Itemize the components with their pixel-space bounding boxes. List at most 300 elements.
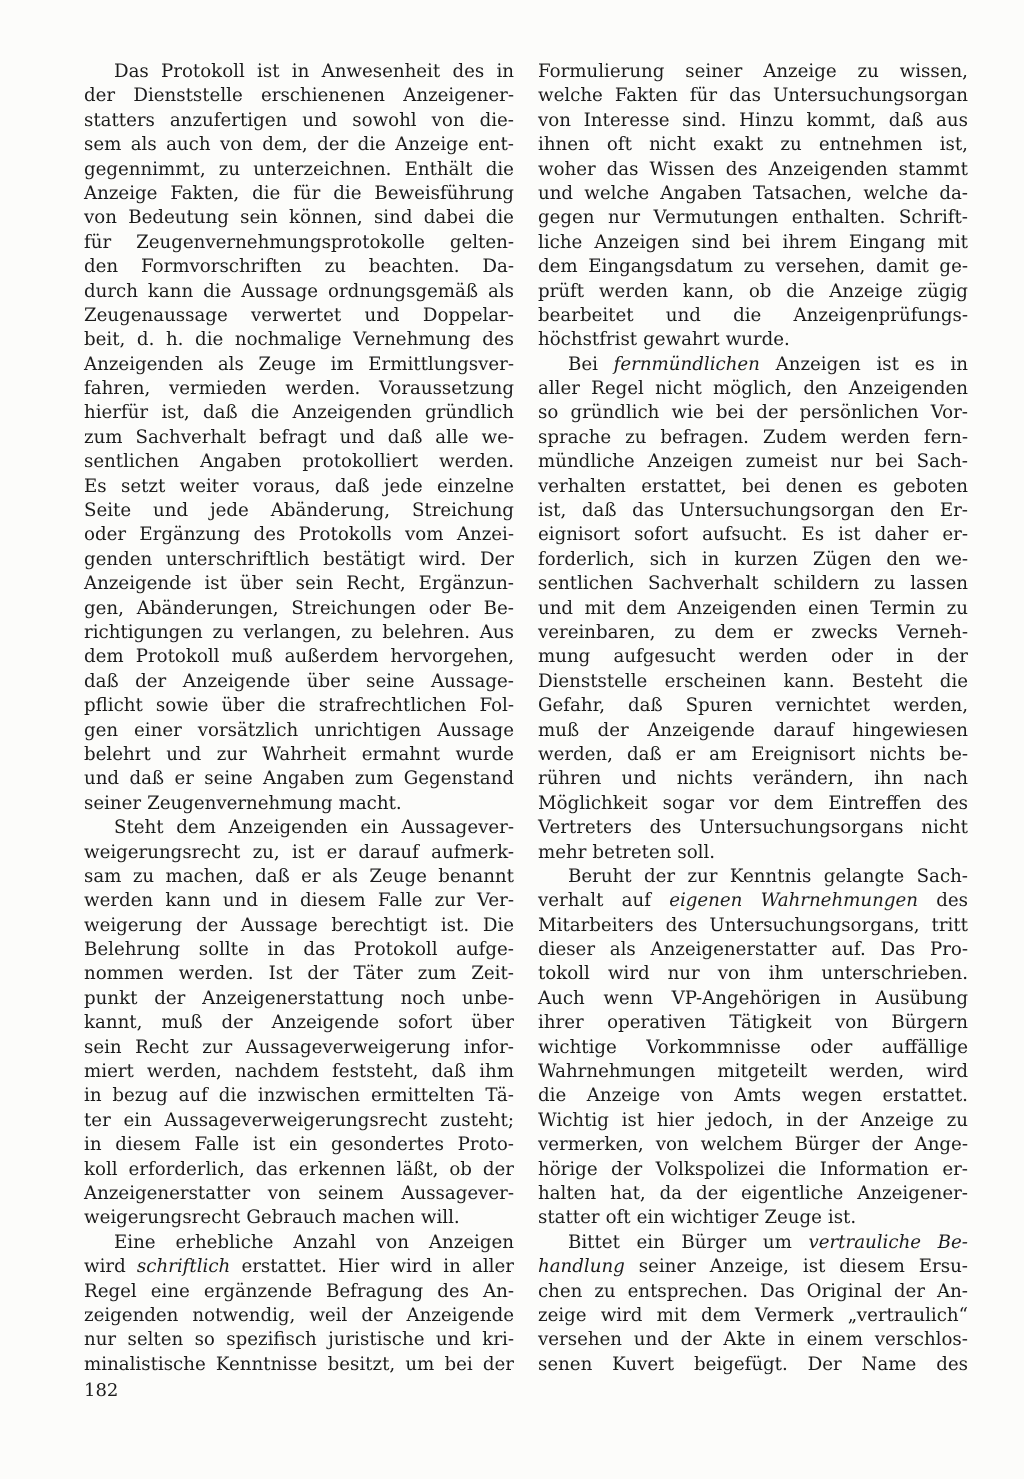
text-line bbox=[84, 255, 514, 279]
word: der bbox=[196, 914, 228, 936]
word: schriftlich bbox=[136, 1256, 231, 1278]
word: wird. bbox=[418, 548, 467, 570]
word: den bbox=[803, 378, 838, 400]
word: mehr bbox=[538, 841, 587, 863]
text-line bbox=[84, 645, 514, 669]
word: wurde bbox=[455, 743, 514, 765]
word: des bbox=[725, 158, 758, 180]
word: persönlichen bbox=[799, 402, 919, 424]
word: der bbox=[154, 987, 186, 1009]
word: seinem bbox=[318, 1182, 384, 1204]
word: An- bbox=[936, 1280, 968, 1302]
word: exakt bbox=[713, 134, 764, 156]
word: außerdem bbox=[284, 646, 379, 668]
word: sogar bbox=[662, 792, 715, 814]
word: auf bbox=[621, 890, 651, 912]
word: die bbox=[203, 280, 232, 302]
word: Vermerk bbox=[754, 1304, 834, 1326]
word: zu bbox=[132, 865, 155, 887]
word: denen bbox=[785, 475, 843, 497]
word: der bbox=[84, 85, 116, 107]
word: in bbox=[270, 890, 288, 912]
word: Termin bbox=[870, 597, 936, 619]
word: als bbox=[487, 280, 514, 302]
word: zu bbox=[625, 426, 647, 448]
word: Sach- bbox=[916, 865, 968, 887]
text-line bbox=[538, 1328, 968, 1352]
word: Information bbox=[819, 1158, 929, 1180]
word: ter bbox=[84, 1109, 111, 1131]
text-line bbox=[84, 1304, 514, 1328]
word: Tatsachen, bbox=[752, 182, 853, 204]
word: zügig bbox=[917, 280, 968, 302]
word: Abänderungen, bbox=[136, 597, 279, 619]
word: kann, bbox=[682, 280, 734, 302]
word: Aussage- bbox=[431, 670, 514, 692]
word: Enthält bbox=[404, 158, 473, 180]
word: Wichtig bbox=[538, 1109, 609, 1131]
word: Anzeige bbox=[586, 1085, 661, 1107]
word: gesondertes bbox=[331, 1134, 444, 1156]
text-line bbox=[84, 914, 514, 938]
word: Protokoll bbox=[135, 646, 220, 668]
word: Das bbox=[114, 61, 149, 82]
word: Interesse bbox=[583, 109, 670, 131]
word: sam bbox=[84, 865, 122, 887]
word: ist bbox=[291, 841, 315, 863]
word: Täter bbox=[353, 963, 403, 985]
word: einer bbox=[134, 719, 182, 741]
word: beachten. bbox=[368, 256, 460, 278]
word: gelten- bbox=[449, 231, 514, 253]
word: ist, bbox=[538, 500, 567, 522]
word: entnehmen bbox=[818, 134, 923, 156]
word: Anzeigenprüfungs- bbox=[793, 304, 968, 326]
text-line bbox=[538, 548, 968, 572]
word: des bbox=[452, 61, 485, 82]
word: die bbox=[250, 402, 280, 424]
text-line bbox=[84, 938, 514, 962]
word: aufsucht. bbox=[702, 524, 788, 546]
text-line bbox=[538, 158, 968, 182]
word: Protokoll bbox=[353, 939, 438, 961]
word: die bbox=[538, 1085, 567, 1107]
word: Bürger bbox=[794, 1134, 860, 1156]
word: noch bbox=[400, 987, 446, 1009]
word: gegen bbox=[538, 207, 595, 229]
word: er bbox=[675, 743, 696, 765]
word: aller bbox=[472, 1256, 514, 1278]
word: Möglichkeit bbox=[538, 792, 648, 814]
word: machen, bbox=[165, 865, 244, 887]
text-line bbox=[84, 353, 514, 377]
word: können, bbox=[289, 207, 363, 229]
word: Aus bbox=[479, 621, 514, 643]
word: von bbox=[219, 134, 253, 156]
text-line bbox=[538, 1060, 968, 1084]
text-line bbox=[84, 1036, 514, 1060]
word: darauf bbox=[773, 719, 834, 741]
word: über bbox=[221, 695, 265, 717]
word: in bbox=[950, 353, 968, 375]
word: Doppelar- bbox=[422, 304, 514, 326]
word: er bbox=[326, 841, 347, 863]
word: zu bbox=[946, 597, 968, 619]
word: hingewiesen bbox=[852, 719, 968, 741]
word: Original bbox=[806, 1280, 882, 1302]
word: über bbox=[306, 670, 350, 692]
word: beit, bbox=[84, 329, 126, 351]
word: mit bbox=[584, 597, 615, 619]
word: Anzeigenden bbox=[292, 402, 412, 424]
word: selten bbox=[127, 1329, 184, 1351]
text-line bbox=[538, 475, 968, 499]
word: von bbox=[431, 109, 465, 131]
word: Ermittlungsver- bbox=[368, 353, 514, 375]
word: Bedeutung bbox=[128, 207, 229, 229]
word: der bbox=[643, 865, 676, 887]
word: die bbox=[778, 1158, 807, 1180]
word: tokoll bbox=[538, 963, 590, 985]
word: lassen bbox=[910, 573, 968, 595]
word: An- bbox=[482, 1280, 514, 1302]
word: Die bbox=[482, 914, 514, 936]
word: dem, bbox=[262, 134, 308, 156]
word: ist. bbox=[440, 914, 470, 936]
text-line bbox=[538, 1280, 968, 1304]
word: Hinzu bbox=[739, 109, 794, 131]
word: Das bbox=[759, 1280, 795, 1302]
word: Vor- bbox=[930, 402, 968, 424]
word: Zeuge bbox=[258, 353, 316, 375]
word: Vertreters bbox=[538, 817, 632, 839]
word: Beruht bbox=[568, 865, 632, 887]
word: Ergänzun- bbox=[418, 573, 514, 595]
word: zur bbox=[687, 865, 718, 887]
text-line bbox=[84, 280, 514, 304]
word: verwertet bbox=[251, 304, 342, 326]
word: verschlos- bbox=[874, 1329, 968, 1351]
word: setzt bbox=[120, 475, 166, 497]
text-line bbox=[84, 792, 514, 816]
word: Vernehmung bbox=[353, 329, 471, 351]
word: Proto- bbox=[457, 1134, 514, 1156]
word: seine bbox=[204, 768, 253, 790]
word: kurzen bbox=[734, 548, 798, 570]
word: und bbox=[153, 500, 189, 522]
word: in bbox=[896, 646, 914, 668]
word: um bbox=[762, 1231, 792, 1253]
text-line bbox=[84, 328, 514, 352]
word: dem bbox=[626, 597, 666, 619]
text-line bbox=[538, 328, 968, 352]
word: Der bbox=[807, 1353, 842, 1375]
word: des bbox=[936, 1353, 968, 1375]
text-line bbox=[84, 1158, 514, 1182]
word: und bbox=[665, 304, 701, 326]
word: diesem bbox=[115, 1134, 181, 1156]
word: Wahrheit bbox=[262, 743, 347, 765]
word: Anzahl bbox=[293, 1231, 357, 1253]
word: den bbox=[84, 256, 119, 278]
word: „vertraulich“ bbox=[847, 1304, 968, 1326]
word: halten bbox=[538, 1182, 597, 1204]
word: die bbox=[195, 329, 224, 351]
word: Ist bbox=[268, 963, 293, 985]
word: jedoch, bbox=[706, 1109, 774, 1131]
word: Anzeigener- bbox=[403, 85, 514, 107]
word: das bbox=[255, 1158, 288, 1180]
word: werden, bbox=[146, 1061, 222, 1083]
word: versehen bbox=[538, 1329, 623, 1351]
word: in bbox=[291, 61, 310, 82]
word: erforderlich, bbox=[128, 1158, 245, 1180]
word: wird bbox=[600, 1304, 643, 1326]
word: Spuren bbox=[685, 695, 753, 717]
word: Hier bbox=[338, 1256, 380, 1278]
word: weigerungsrecht bbox=[84, 841, 241, 863]
word: von bbox=[717, 963, 751, 985]
word: Eine bbox=[114, 1231, 156, 1253]
word: wird bbox=[390, 1256, 433, 1278]
word: zur bbox=[202, 1036, 233, 1058]
text-line bbox=[538, 621, 968, 645]
word: eigenen bbox=[669, 890, 743, 912]
text-line bbox=[84, 231, 514, 255]
word: und bbox=[633, 1329, 669, 1351]
word: die bbox=[252, 182, 281, 204]
word: Ver- bbox=[476, 890, 514, 912]
word: ergänzende bbox=[203, 1280, 312, 1302]
word: unrichtigen bbox=[314, 719, 422, 741]
word: Wahrnehmungen bbox=[538, 1061, 696, 1083]
word: Fakten, bbox=[170, 182, 240, 204]
word: Fol- bbox=[479, 695, 514, 717]
word: eigentliche bbox=[741, 1182, 844, 1204]
word: von bbox=[375, 1231, 409, 1253]
text-line bbox=[84, 499, 514, 523]
word: die bbox=[786, 280, 815, 302]
text-line bbox=[538, 743, 968, 767]
word: vorsätzlich bbox=[197, 719, 299, 741]
word: bei bbox=[715, 402, 745, 424]
word: Steht bbox=[114, 817, 164, 839]
word: vernichtet bbox=[775, 695, 871, 717]
word: daß bbox=[581, 500, 617, 522]
word: wichtige bbox=[538, 1036, 617, 1058]
word: mit bbox=[656, 1304, 687, 1326]
word: zum bbox=[417, 963, 457, 985]
word: woher bbox=[538, 158, 596, 180]
word: prüft bbox=[538, 280, 585, 302]
word: nicht bbox=[649, 134, 696, 156]
word: ihrer bbox=[538, 1012, 584, 1034]
word: unterschrieben. bbox=[821, 963, 968, 985]
text-line bbox=[84, 597, 514, 621]
word: er bbox=[773, 621, 793, 643]
word: anzufertigen bbox=[169, 109, 288, 131]
word: von bbox=[834, 1012, 868, 1034]
word: verlangen, bbox=[243, 621, 342, 643]
word: es bbox=[914, 353, 935, 375]
word: ist, bbox=[939, 134, 968, 156]
word: Eingangsdatum bbox=[588, 256, 734, 278]
word: bearbeitet bbox=[538, 304, 634, 326]
word: oder bbox=[830, 646, 874, 668]
word: infor- bbox=[463, 1036, 514, 1058]
text-line bbox=[84, 1206, 514, 1230]
word: Ausübung bbox=[875, 987, 968, 1009]
text-line bbox=[84, 987, 514, 1011]
word: Verneh- bbox=[896, 621, 968, 643]
word: des bbox=[649, 817, 682, 839]
word: Gebrauch bbox=[246, 1207, 337, 1229]
word: inzwischen bbox=[257, 1085, 361, 1107]
word: Kenntnis bbox=[729, 865, 812, 887]
word: erhebliche bbox=[175, 1231, 274, 1253]
text-line bbox=[538, 182, 968, 206]
word: der bbox=[756, 402, 788, 424]
text-line bbox=[538, 987, 968, 1011]
word: daß bbox=[626, 743, 662, 765]
word: zu, bbox=[252, 841, 280, 863]
word: dem bbox=[176, 817, 216, 839]
word: daß bbox=[255, 865, 290, 887]
word: welche bbox=[538, 85, 603, 107]
word: Voraussetzung bbox=[378, 378, 514, 400]
word: hörige bbox=[538, 1158, 598, 1180]
word: daß bbox=[387, 426, 423, 448]
word: nichts bbox=[869, 743, 926, 765]
word: chen bbox=[538, 1280, 583, 1302]
word: belehrt bbox=[84, 743, 151, 765]
word: werden. bbox=[178, 963, 254, 985]
word: ihm bbox=[479, 1061, 514, 1083]
word: Es bbox=[84, 475, 107, 497]
word: gewahrt bbox=[643, 329, 720, 351]
word: auf bbox=[178, 1085, 208, 1107]
word: muß bbox=[538, 719, 580, 741]
text-line bbox=[84, 670, 514, 694]
word: und bbox=[302, 109, 338, 131]
word: Das bbox=[880, 939, 916, 961]
word: es bbox=[857, 475, 878, 497]
word: gelangte bbox=[823, 865, 905, 887]
word: zu bbox=[946, 1109, 968, 1131]
word: Anzeigenden bbox=[768, 158, 888, 180]
word: Be- bbox=[483, 597, 514, 619]
word: Schrift- bbox=[898, 207, 968, 229]
word: von bbox=[84, 207, 117, 229]
word: des bbox=[482, 329, 514, 351]
word: will. bbox=[420, 1207, 460, 1229]
word: in bbox=[786, 1109, 804, 1131]
word: daß bbox=[84, 670, 119, 692]
word: Streichung bbox=[411, 500, 514, 522]
word: möglich, bbox=[713, 378, 793, 400]
word: sich bbox=[649, 548, 687, 570]
word: daß bbox=[202, 402, 238, 424]
word: ein bbox=[289, 1134, 318, 1156]
word: eignisort bbox=[538, 524, 621, 546]
word: we- bbox=[935, 548, 968, 570]
word: aufge- bbox=[456, 939, 514, 961]
word: werden, bbox=[829, 1061, 905, 1083]
word: fern- bbox=[923, 426, 968, 448]
text-line bbox=[538, 1206, 968, 1230]
word: Anzeigenden bbox=[677, 597, 797, 619]
word: Zeugenvernehmung bbox=[147, 792, 333, 814]
word: macht. bbox=[338, 792, 402, 814]
word: von bbox=[538, 109, 571, 131]
word: zeige bbox=[538, 1304, 587, 1326]
text-line bbox=[538, 719, 968, 743]
word: feststeht, bbox=[332, 1061, 419, 1083]
word: vertrauliche bbox=[808, 1231, 922, 1253]
word: Kenntnisse bbox=[215, 1353, 318, 1375]
word: Anzeige, bbox=[709, 1256, 789, 1278]
word: die- bbox=[479, 109, 514, 131]
word: operativen bbox=[607, 1012, 706, 1034]
word: Anzeige bbox=[860, 1109, 934, 1131]
word: erstattet. bbox=[241, 1256, 327, 1278]
word: für bbox=[84, 231, 112, 253]
word: Volkspolizei bbox=[655, 1158, 765, 1180]
text-line bbox=[538, 109, 968, 133]
word: in bbox=[839, 987, 857, 1009]
word: Zügen bbox=[812, 548, 872, 570]
word: in bbox=[267, 939, 285, 961]
word: seiner bbox=[685, 61, 743, 82]
text-line bbox=[538, 1182, 968, 1206]
word: muß bbox=[231, 646, 273, 668]
word: oft bbox=[606, 134, 632, 156]
word: um bbox=[405, 1353, 435, 1375]
word: Wahrnehmungen bbox=[760, 890, 918, 912]
word: einen bbox=[808, 597, 859, 619]
word: hervorgehen, bbox=[390, 646, 514, 668]
word: ihrem bbox=[782, 231, 837, 253]
word: Sachverhalt bbox=[135, 426, 247, 448]
word: muß bbox=[161, 1012, 203, 1034]
word: Formvorschriften bbox=[141, 256, 302, 278]
word: in bbox=[496, 61, 514, 82]
text-line bbox=[84, 767, 514, 791]
word: koll bbox=[84, 1158, 118, 1180]
word: zwecks bbox=[811, 621, 878, 643]
word: Aussage bbox=[240, 914, 318, 936]
word: Anzeigende bbox=[84, 573, 192, 595]
word: daß bbox=[334, 475, 370, 497]
word: betreten bbox=[592, 841, 672, 863]
word: und bbox=[538, 182, 574, 204]
word: das bbox=[303, 939, 336, 961]
word: vermieden bbox=[168, 378, 267, 400]
word: we- bbox=[481, 426, 514, 448]
word: Aussagever- bbox=[401, 1182, 514, 1204]
word: Anzeige bbox=[829, 280, 903, 302]
word: Recht, bbox=[346, 573, 406, 595]
word: der bbox=[871, 1134, 903, 1156]
text-line bbox=[538, 889, 968, 913]
word: unterzeichnen. bbox=[253, 158, 392, 180]
word: Tätigkeit bbox=[729, 1012, 812, 1034]
word: Aussageverweigerung bbox=[245, 1036, 451, 1058]
word: ist bbox=[838, 524, 861, 546]
word: der bbox=[816, 1109, 848, 1131]
text-line bbox=[538, 377, 968, 401]
word: Anzeigen bbox=[775, 353, 861, 375]
